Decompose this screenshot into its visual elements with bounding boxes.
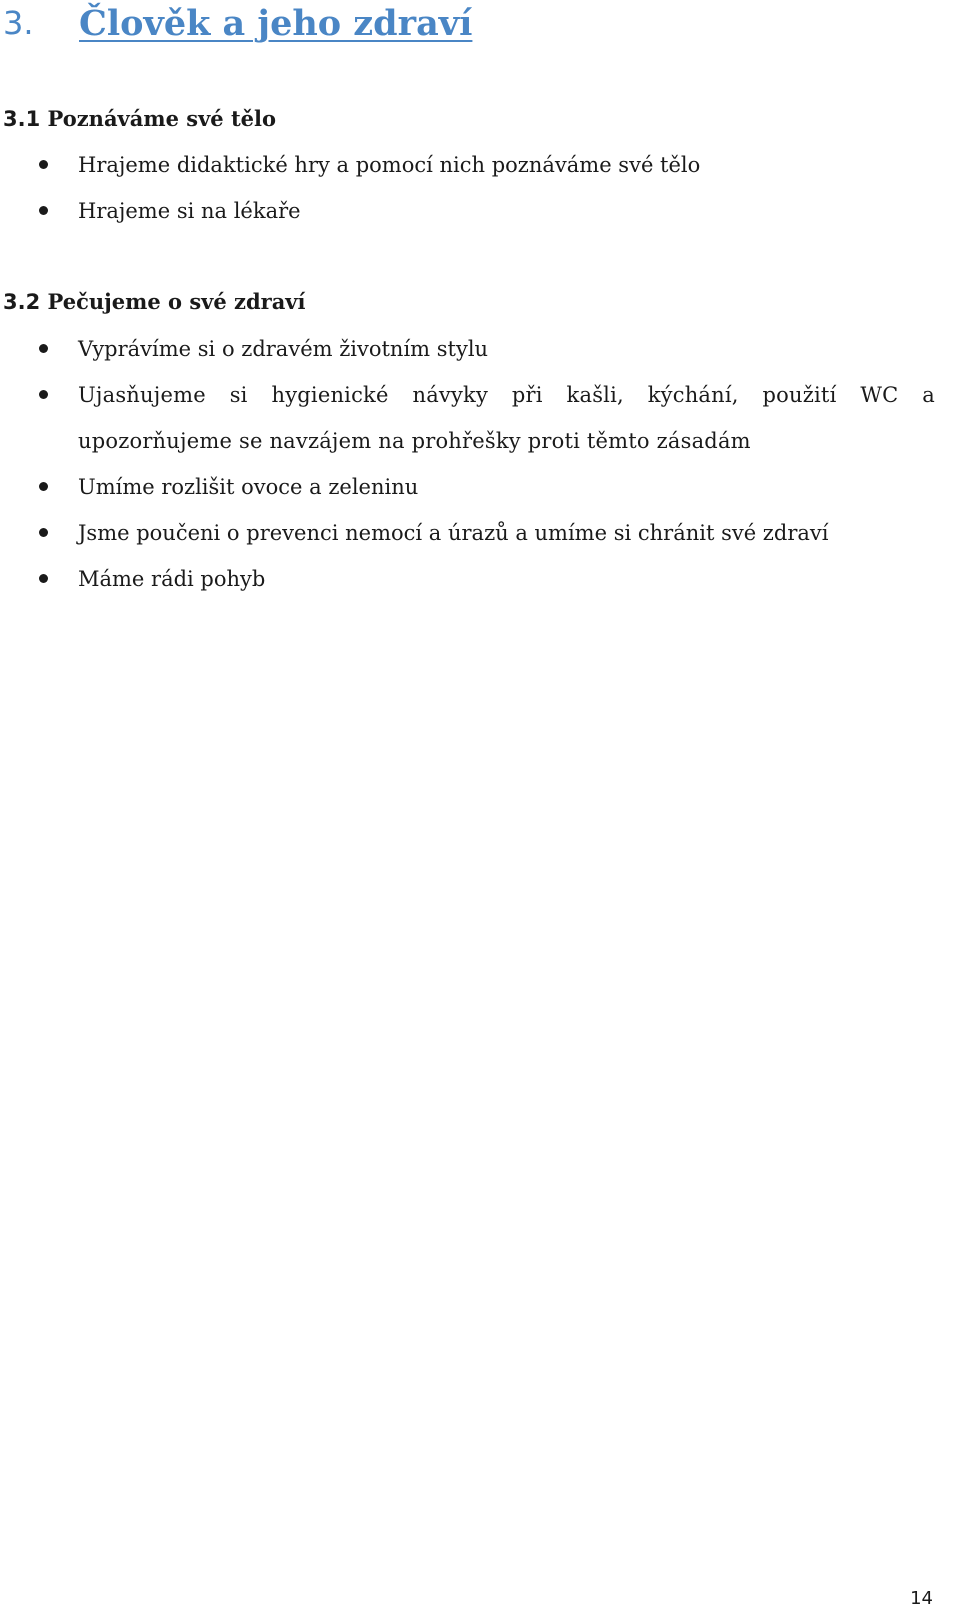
section-3-1-list bbox=[0, 142, 935, 234]
list-item-text: Máme rádi pohyb bbox=[78, 567, 266, 591]
section-number: 3.2 bbox=[3, 290, 41, 314]
list-item bbox=[0, 326, 935, 372]
list-item bbox=[0, 556, 935, 602]
bullet-icon bbox=[39, 574, 48, 583]
list-item bbox=[0, 188, 935, 234]
section-heading-3-2 bbox=[3, 289, 305, 314]
bullet-icon bbox=[39, 482, 48, 491]
list-item bbox=[0, 510, 935, 556]
list-item-text: Ujasňujeme si hygienické návyky při kašli, kýchání, použití WC a upozorňujeme se navzájem na prohřešky proti těmto zásadám bbox=[78, 383, 935, 453]
page-number: 14 bbox=[910, 1588, 933, 1609]
bullet-icon bbox=[39, 390, 48, 399]
chapter-number: 3. bbox=[3, 4, 34, 42]
chapter-title[interactable]: Člověk a jeho zdraví bbox=[79, 2, 473, 44]
list-item bbox=[0, 372, 935, 464]
section-number: 3.1 bbox=[3, 107, 41, 131]
list-item bbox=[0, 142, 935, 188]
list-item-text: Hrajeme didaktické hry a pomocí nich poznáváme své tělo bbox=[78, 153, 701, 177]
list-item-text: Umíme rozlišit ovoce a zeleninu bbox=[78, 475, 419, 499]
section-title: Pečujeme o své zdraví bbox=[47, 289, 306, 314]
list-item bbox=[0, 464, 935, 510]
list-item-text: Vyprávíme si o zdravém životním stylu bbox=[78, 337, 489, 361]
list-item-text: Hrajeme si na lékaře bbox=[78, 199, 301, 223]
chapter-heading bbox=[3, 0, 472, 46]
bullet-icon bbox=[39, 206, 48, 215]
section-heading-3-1 bbox=[3, 106, 276, 131]
bullet-icon bbox=[39, 160, 48, 169]
bullet-icon bbox=[39, 528, 48, 537]
list-item-text: Jsme poučeni o prevenci nemocí a úrazů a umíme si chránit své zdraví bbox=[78, 521, 829, 545]
section-title: Poznáváme své tělo bbox=[47, 106, 276, 131]
bullet-icon bbox=[39, 344, 48, 353]
section-3-2-list bbox=[0, 326, 935, 602]
